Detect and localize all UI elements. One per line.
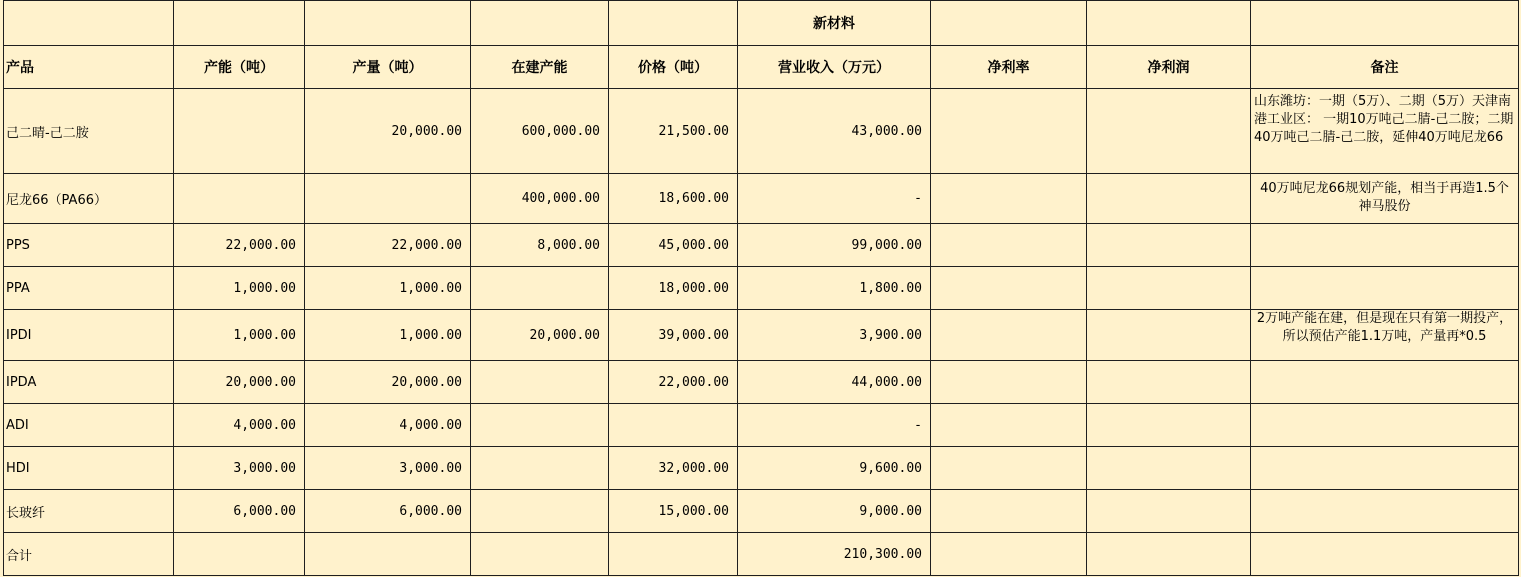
header-row [4,46,1519,89]
new-materials-table [3,0,1519,576]
product-cell[interactable]: HDI [4,447,174,490]
margin-cell[interactable] [931,89,1087,174]
margin-cell[interactable] [931,533,1087,576]
product-cell[interactable]: 尼龙66（PA66） [4,174,174,224]
price-cell[interactable] [609,404,738,447]
note-cell[interactable] [1251,404,1519,447]
margin-cell[interactable] [931,267,1087,310]
product-cell[interactable]: 合计 [4,533,174,576]
capacity-cell[interactable]: 6,000.00 [174,490,305,533]
table-row [4,267,1519,310]
profit-cell[interactable] [1087,224,1251,267]
table-row [4,224,1519,267]
capacity-cell[interactable]: 3,000.00 [174,447,305,490]
output-cell[interactable] [305,174,471,224]
capacity-cell[interactable]: 20,000.00 [174,361,305,404]
output-cell[interactable]: 20,000.00 [305,89,471,174]
capacity-cell[interactable]: 1,000.00 [174,267,305,310]
output-cell[interactable]: 22,000.00 [305,224,471,267]
margin-cell[interactable] [931,174,1087,224]
cell[interactable] [1087,1,1251,46]
profit-cell[interactable] [1087,404,1251,447]
profit-cell[interactable] [1087,310,1251,361]
product-cell[interactable]: IPDI [4,310,174,361]
header-profit[interactable]: 净利润 [1087,46,1251,89]
revenue-cell[interactable]: 44,000.00 [738,361,931,404]
title-row [4,1,1519,46]
note-cell[interactable] [1251,533,1519,576]
building-cell[interactable] [471,361,609,404]
price-cell[interactable]: 39,000.00 [609,310,738,361]
table-row [4,89,1519,174]
margin-cell[interactable] [931,490,1087,533]
note-cell[interactable] [1251,310,1519,361]
header-output[interactable]: 产量（吨） [305,46,471,89]
revenue-cell[interactable]: 99,000.00 [738,224,931,267]
header-product[interactable]: 产品 [4,46,174,89]
note-cell[interactable] [1251,490,1519,533]
capacity-cell[interactable]: 4,000.00 [174,404,305,447]
profit-cell[interactable] [1087,89,1251,174]
capacity-cell[interactable] [174,533,305,576]
margin-cell[interactable] [931,447,1087,490]
section-title-cell[interactable]: 新材料 [738,1,931,46]
building-cell[interactable] [471,267,609,310]
margin-cell[interactable] [931,361,1087,404]
note-text: 2万吨产能在建，但是现在只有第一期投产，所以预估产能1.1万吨，产量再*0.5 [1256,311,1513,344]
note-cell[interactable] [1251,267,1519,310]
profit-cell[interactable] [1087,267,1251,310]
revenue-cell[interactable]: 9,000.00 [738,490,931,533]
margin-cell[interactable] [931,310,1087,361]
profit-cell[interactable] [1087,533,1251,576]
total-row [4,533,1519,576]
cell[interactable] [1251,1,1519,46]
building-cell[interactable] [471,447,609,490]
header-price[interactable]: 价格（吨） [609,46,738,89]
cell[interactable] [174,1,305,46]
cell[interactable] [609,1,738,46]
header-margin[interactable]: 净利率 [931,46,1087,89]
note-cell[interactable] [1251,361,1519,404]
profit-cell[interactable] [1087,490,1251,533]
capacity-cell[interactable]: 22,000.00 [174,224,305,267]
price-cell[interactable]: 18,600.00 [609,174,738,224]
building-cell[interactable]: 20,000.00 [471,310,609,361]
revenue-cell[interactable]: - [738,174,931,224]
table-row [4,174,1519,224]
table-row [4,490,1519,533]
revenue-cell[interactable]: 3,900.00 [738,310,931,361]
header-revenue[interactable]: 营业收入（万元） [738,46,931,89]
output-cell[interactable]: 3,000.00 [305,447,471,490]
product-cell[interactable]: IPDA [4,361,174,404]
building-cell[interactable] [471,533,609,576]
building-cell[interactable]: 400,000.00 [471,174,609,224]
revenue-cell[interactable]: 43,000.00 [738,89,931,174]
revenue-cell[interactable]: 9,600.00 [738,447,931,490]
table-row [4,404,1519,447]
note-cell[interactable] [1251,447,1519,490]
header-note[interactable]: 备注 [1251,46,1519,89]
capacity-cell[interactable] [174,174,305,224]
margin-cell[interactable] [931,404,1087,447]
product-cell[interactable]: ADI [4,404,174,447]
product-cell[interactable]: 己二晴-己二胺 [4,89,174,174]
building-cell[interactable] [471,404,609,447]
product-cell[interactable]: PPS [4,224,174,267]
product-cell[interactable]: 长玻纤 [4,490,174,533]
output-cell[interactable]: 1,000.00 [305,310,471,361]
price-cell[interactable]: 21,500.00 [609,89,738,174]
revenue-cell[interactable]: - [738,404,931,447]
price-cell[interactable]: 45,000.00 [609,224,738,267]
header-capacity[interactable]: 产能（吨） [174,46,305,89]
output-cell[interactable] [305,533,471,576]
building-cell[interactable]: 600,000.00 [471,89,609,174]
table-row [4,361,1519,404]
table-row [4,447,1519,490]
output-cell[interactable]: 1,000.00 [305,267,471,310]
note-cell[interactable]: 山东潍坊：一期（5万）、二期（5万）天津南港工业区： 一期10万吨己二腈-己二胺；二期 40万吨己二腈-己二胺，延伸40万吨尼龙66 [1251,89,1519,174]
price-cell[interactable]: 15,000.00 [609,490,738,533]
header-building[interactable]: 在建产能 [471,46,609,89]
revenue-total-cell[interactable]: 210,300.00 [738,533,931,576]
cell[interactable] [471,1,609,46]
capacity-cell[interactable]: 1,000.00 [174,310,305,361]
building-cell[interactable] [471,490,609,533]
output-cell[interactable]: 6,000.00 [305,490,471,533]
margin-cell[interactable] [931,224,1087,267]
cell[interactable] [305,1,471,46]
price-cell[interactable] [609,533,738,576]
cell[interactable] [931,1,1087,46]
revenue-cell[interactable]: 1,800.00 [738,267,931,310]
output-cell[interactable]: 20,000.00 [305,361,471,404]
profit-cell[interactable] [1087,174,1251,224]
product-cell[interactable]: PPA [4,267,174,310]
building-cell[interactable]: 8,000.00 [471,224,609,267]
price-cell[interactable]: 22,000.00 [609,361,738,404]
output-cell[interactable]: 4,000.00 [305,404,471,447]
profit-cell[interactable] [1087,447,1251,490]
cell[interactable] [4,1,174,46]
note-cell[interactable] [1251,224,1519,267]
note-cell[interactable]: 40万吨尼龙66规划产能，相当于再造1.5个神马股份 [1251,174,1519,224]
price-cell[interactable]: 18,000.00 [609,267,738,310]
price-cell[interactable]: 32,000.00 [609,447,738,490]
table-row [4,310,1519,361]
capacity-cell[interactable] [174,89,305,174]
profit-cell[interactable] [1087,361,1251,404]
